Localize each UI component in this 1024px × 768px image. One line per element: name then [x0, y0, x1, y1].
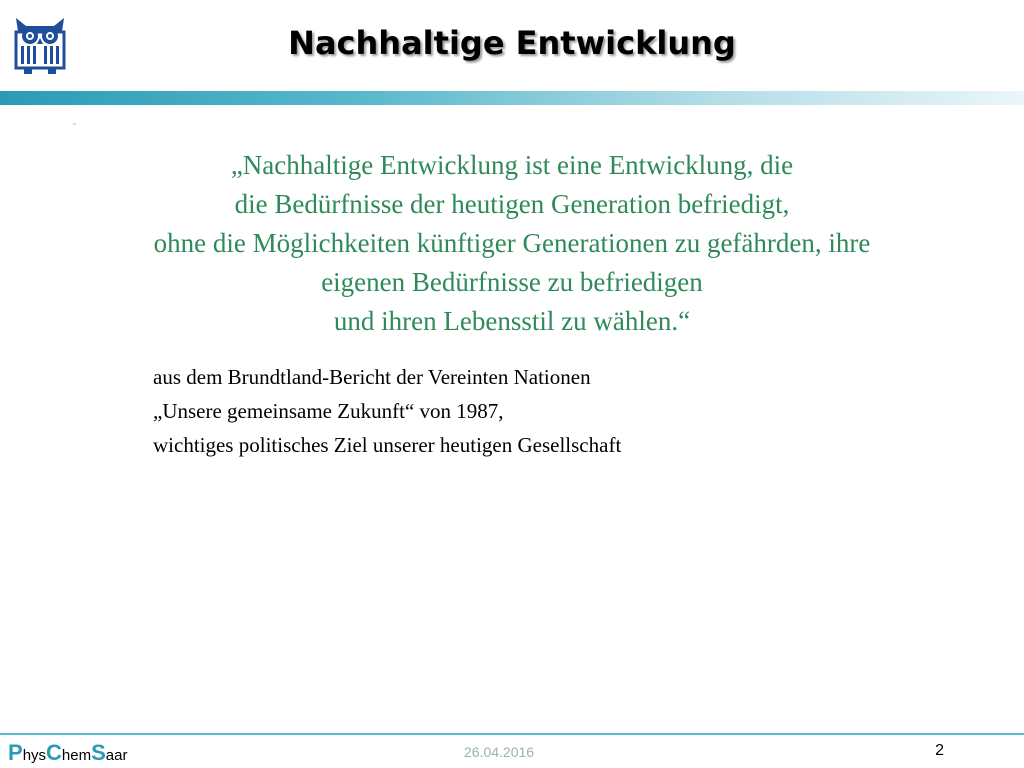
quote-source [153, 360, 621, 462]
brand-text: hem [61, 747, 92, 764]
brand-text: hys [22, 747, 47, 764]
brand-letter: C [46, 740, 62, 765]
source-line: wichtiges politisches Ziel unserer heutigen Gesellschaft [153, 433, 622, 457]
quote-line: und ihren Lebensstil zu wählen.“ [333, 306, 691, 336]
footer-brand [8, 740, 127, 766]
source-line: „Unsere gemeinsame Zukunft“ von 1987, [153, 399, 504, 423]
decorative-dot [73, 123, 76, 125]
source-line: aus dem Brundtland-Bericht der Vereinten Nationen [153, 365, 591, 389]
brand-letter: P [8, 740, 23, 765]
quote-line: ohne die Möglichkeiten künftiger Generationen zu gefährden, ihre [153, 228, 871, 258]
brundtland-quote [0, 146, 1024, 341]
quote-line: die Bedürfnisse der heutigen Generation befriedigt, [234, 189, 790, 219]
slide-title: Nachhaltige Entwicklung [288, 24, 736, 62]
page-number: 2 [935, 742, 944, 759]
title-divider-bar [0, 91, 1024, 105]
footer-divider [0, 733, 1024, 735]
footer-date: 26.04.2016 [464, 744, 535, 760]
quote-line: eigenen Bedürfnisse zu befriedigen [321, 267, 703, 297]
brand-letter: S [91, 740, 106, 765]
quote-line: „Nachhaltige Entwicklung ist eine Entwicklung, die [230, 150, 794, 180]
brand-text: aar [105, 747, 128, 764]
